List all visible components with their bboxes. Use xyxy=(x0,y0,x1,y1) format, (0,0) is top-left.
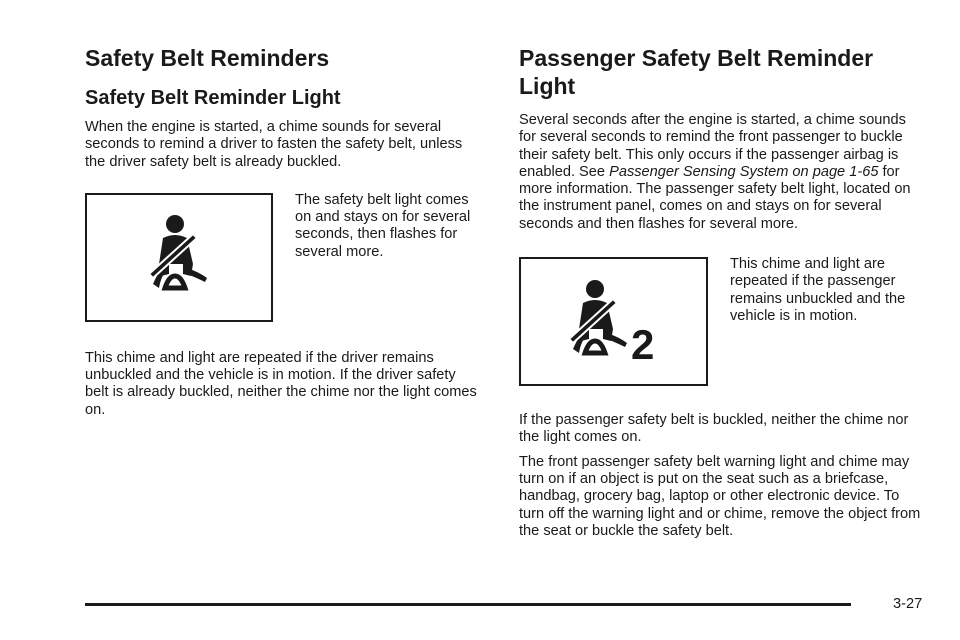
closing-paragraph: This chime and light are repeated if the driver remains unbuckled and the vehicle is in motion. If the driver safety belt is already buckled, neither the chime nor the light comes on. xyxy=(85,349,477,418)
intro-paragraph: When the engine is started, a chime sounds for several seconds to remind a driver to fasten the safety belt, unless the driver safety belt is already buckled. xyxy=(85,119,463,170)
footer-rule xyxy=(85,603,851,606)
right-column xyxy=(519,44,924,540)
intro-text-a: Several seconds after the engine is started, a chime sounds for several seconds to remind the front passenger to buckle their safety belt. This only occurs if the passenger airbag is enabled. See xyxy=(519,112,906,180)
figure-caption: This chime and light are repeated if the passenger remains unbuckled and the vehicle is in motion. xyxy=(730,256,906,324)
section-heading: Safety Belt Reminders xyxy=(85,45,330,71)
figure-caption: The safety belt light comes on and stays on for several seconds, then flashes for several more. xyxy=(295,191,471,260)
figure-box xyxy=(85,193,273,322)
cross-reference-link: Passenger Sensing System on page 1-65 xyxy=(609,163,879,180)
left-column xyxy=(85,44,480,419)
paragraph-object-warning: The front passenger safety belt warning light and chime may turn on if an object is put on the seat such as a briefcase, handbag, grocery bag, laptop or other electronic device. To turn off the warning light and or chime, remove the object from the seat or buckle the safety belt. xyxy=(519,453,921,539)
passenger-safety-belt-icon xyxy=(559,277,669,367)
paragraph-buckled: If the passenger safety belt is buckled, neither the chime nor the light comes on. xyxy=(519,412,909,446)
subsection-heading: Safety Belt Reminder Light xyxy=(85,87,341,109)
figure-box xyxy=(519,257,708,386)
page-number: 3-27 xyxy=(893,596,923,612)
passenger-number: 2 xyxy=(630,320,654,367)
intro-paragraph xyxy=(519,112,924,233)
section-heading: Passenger Safety Belt Reminder Light xyxy=(519,45,874,99)
figure-row xyxy=(85,193,480,322)
intro-text-b: for more information. The passenger safety belt light, located on the instrument panel, comes on and stays on for several seconds and then flashes for several more. xyxy=(519,163,911,232)
safety-belt-icon xyxy=(139,212,219,302)
figure-row xyxy=(519,257,924,386)
